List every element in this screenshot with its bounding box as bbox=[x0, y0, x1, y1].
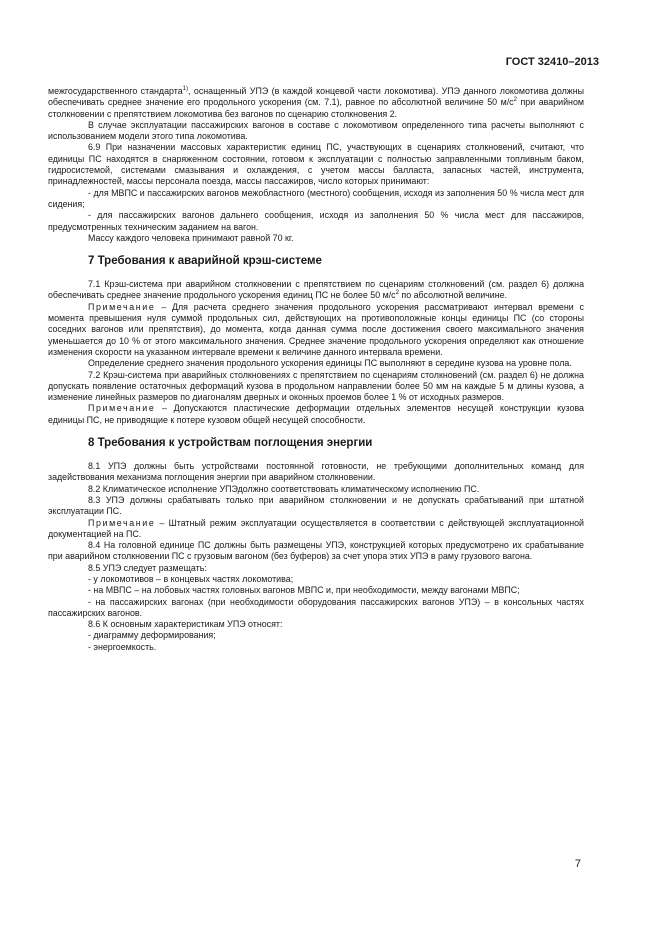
clause-8-5: 8.5 УПЭ следует размещать: bbox=[88, 562, 207, 573]
document-code-header: ГОСТ 32410–2013 bbox=[505, 56, 599, 68]
section-7-title: 7 Требования к аварийной крэш-системе bbox=[88, 255, 322, 268]
list-item-locomotives: - у локомотивов – в концевых частях локомотива; bbox=[88, 573, 294, 584]
page-content bbox=[48, 86, 584, 653]
note-7-2: Примечание – Допускаются пластические деформации отдельных элементов несущей конструкции кузова единицы ПС, не приводящие к потере кузовом общей несущей способности. bbox=[48, 403, 584, 425]
note-7-1: Примечание – Для расчета среднего значения продольного ускорения рассматривают интервал времени с момента превышения нуля суммой продольных сил, действующих на противоположные концы единицы ПС (со стороны соседних вагонов или препятствия), до момента, когда данная сумма после достижения своего максимального значения уменьшается до 10 % от этого максимального значения. Среднее значение продольного ускорения определяют как отношение изменения скорости на указанном интервале времени к величине данного интервала времени. bbox=[48, 301, 584, 357]
intro-paragraph-2: В случае эксплуатации пассажирских вагонов в составе с локомотивом определенного типа расчеты выполняют с использованием модели этого типа локомотива. bbox=[48, 119, 584, 142]
clause-8-6: 8.6 К основным характеристикам УПЭ относят: bbox=[88, 619, 283, 630]
clause-8-1: 8.1 УПЭ должны быть устройствами постоянной готовности, не требующими дополнительных команд для задействования механизма поглощения энергии при аварийном столкновении. bbox=[48, 461, 584, 483]
clause-7-1-measurement: Определение среднего значения продольного ускорения единицы ПС выполняют в середине кузова на уровне пола. bbox=[88, 358, 572, 369]
page-number: 7 bbox=[574, 858, 581, 870]
clause-8-4: 8.4 На головной единице ПС должны быть размещены УПЭ, конструкцией которых предусмотрено их срабатывание при аварийном столкновении ПС с грузовым вагоном (без буферов) за счет упора этих УПЭ в раму грузового вагона. bbox=[48, 540, 584, 562]
section-8-title: 8 Требования к устройствам поглощения энергии bbox=[88, 437, 373, 450]
clause-8-2: 8.2 Климатическое исполнение УПЭдолжно соответствовать климатическому исполнению ПС. bbox=[88, 483, 480, 494]
clause-7-1: 7.1 Крэш-система при аварийном столкновении с препятствием по сценариям столкновений (см. раздел 6) должна обеспечивать среднее значение продольного ускорения единиц ПС не более 50 $м/с^2$ по абсолютной величине. bbox=[48, 279, 584, 301]
note-8-3: Примечание – Штатный режим эксплуатации осуществляется в соответствии с действующей эксплуатационной документацией на ПС. bbox=[48, 517, 584, 539]
clause-6-9: 6.9 При назначении массовых характеристик единиц ПС, участвующих в сценариях столкновений, считают, что единицы ПС находятся в снаряженном состоянии, готовом к эксплуатации с полностью заправленными топливным баком, гидросистемой, системами смазывания и охлаждения, с учетом массы балласта, запасных частей, инструмента, принадлежностей, массы персонала поезда, массы пассажиров, число которых принимают: bbox=[48, 142, 584, 187]
list-item-deformation-diagram: - диаграмму деформирования; bbox=[88, 630, 216, 641]
list-item-mvps: - для МВПС и пассажирских вагонов межобластного (местного) сообщения, исходя из заполнения 50 % числа мест для сидения; bbox=[48, 187, 584, 209]
person-mass-paragraph: Массу каждого человека принимают равной 70 кг. bbox=[88, 232, 294, 243]
list-item-mvps-placement: - на МВПС – на лобовых частях головных вагонов МВПС и, при необходимости, между вагонами МВПС; bbox=[88, 585, 520, 596]
list-item-energy-capacity: - энергоемкость. bbox=[88, 641, 157, 652]
clause-8-3: 8.3 УПЭ должны срабатывать только при аварийном столкновении и не допускать срабатываний при штатной эксплуатации ПС. bbox=[48, 494, 584, 517]
list-item-passenger-cars: - на пассажирских вагонах (при необходимости оборудования пассажирских вагонов УПЭ) – в консольных частях пассажирских вагонов. bbox=[48, 596, 584, 618]
intro-paragraph-1: межгосударственного стандарта$^{1)}$, оснащенный УПЭ (в каждой концевой части локомотива). УПЭ данного локомотива должны обеспечивать среднее значение его продольного ускорения (см. 7.1), равное по абсолютной величине 50 $м/с^2$ при аварийном столкновении с препятствием локомотива без вагонов по сценарию столкновения 2. bbox=[48, 86, 584, 119]
clause-7-2: 7.2 Крэш-система при аварийных столкновениях с препятствием по сценариям столкновений (см. раздел 6) не должна допускать появление остаточных деформаций кузова в продольном направлении более 50 мм на каждые 5 м длины кузова, а изменение линейных размеров по диагоналям дверных и оконных проемов более 1 % от исходных размеров. bbox=[48, 369, 584, 403]
list-item-long-distance: - для пассажирских вагонов дальнего сообщения, исходя из заполнения 50 % числа мест для пассажиров, предусмотренных техническим заданием на вагон. bbox=[48, 210, 584, 232]
